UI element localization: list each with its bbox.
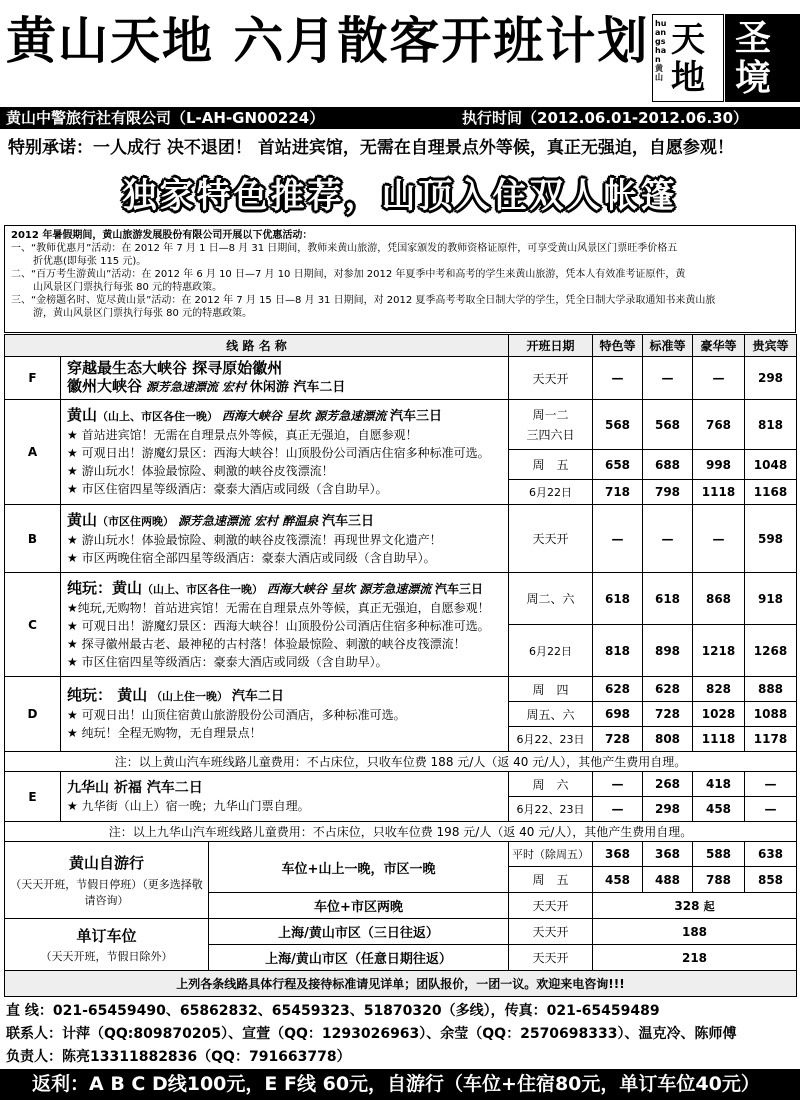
price: 298: [643, 797, 693, 822]
departure-date: 6月22日: [509, 625, 593, 677]
seal-text: 圣境: [735, 17, 772, 99]
price: —: [693, 357, 745, 400]
price: 298: [745, 357, 797, 400]
route-feature: ★ 九华街（山上）宿一晚；九华山门票自理。: [67, 798, 310, 813]
table-row: [5, 400, 797, 450]
price: [593, 893, 797, 919]
child-fee-note: 注：以上黄山汽车班线路儿童费用：不占床位，只收车位费 188 元/人（返 40 元/人），其他产生费用自理。: [5, 752, 797, 772]
seat-only-title: 单订车位: [76, 927, 137, 945]
route-feature: ★ 首站进宾馆！无需在自理景点外等候，真正无强迫，自愿参观！: [67, 428, 418, 442]
special-promise: 特别承诺：一人成行 决不退团！ 首站进宾馆，无需在自理景点外等候，真正无强迫，自愿参观！: [8, 138, 734, 158]
table-row: [5, 919, 797, 945]
offer-line: 二、“百万考生游黄山”活动：在 2012 年 6 月 10 日—7 月 10 日期间，对参加 2012 年夏季中考和高考的学生来黄山旅游，凭本人有效准考证原件，黄: [11, 269, 686, 280]
price: 808: [643, 727, 693, 752]
departure-date: 天天开: [509, 919, 593, 945]
seal-logo: [725, 14, 800, 102]
price: 1118: [693, 480, 745, 505]
agency-bar: [0, 107, 800, 129]
price: 568: [643, 400, 693, 450]
departure-date: 平时（除周五）: [509, 842, 593, 867]
route-feature: ★ 市区两晚住宿全部四星等级酒店：豪泰大酒店或同级（含自助早）。: [67, 550, 436, 565]
price: 998: [693, 450, 745, 480]
departure-date: 周 五: [509, 450, 593, 480]
table-note-row: [5, 822, 797, 842]
seat-only-note: （天天开班，节假日除外）: [40, 950, 173, 963]
price: 368: [593, 842, 643, 867]
route-price-table: [4, 334, 797, 997]
price: 818: [593, 625, 643, 677]
inquiry-note: 上列各条线路具体行程及接待标准请见详单；团队报价，一团一议。欢迎来电咨询!!!: [5, 971, 797, 997]
brand-logo: [652, 14, 724, 102]
price-unit: 起: [703, 899, 715, 913]
departure-date: 天天开: [509, 357, 593, 400]
price: 718: [593, 480, 643, 505]
price: 688: [643, 450, 693, 480]
price: —: [593, 505, 643, 573]
offer-line: 一、“教师优惠月”活动：在 2012 年 7 月 1 日—8 月 31 日期间，教师来黄山旅游，凭国家颁发的教师资格证原件，可享受黄山风景区门票旺季价格五: [11, 243, 678, 254]
departure-date: 6月22、23日: [509, 727, 593, 752]
route-stay: （市区住两晚）: [97, 514, 175, 528]
offer-item: [11, 294, 789, 320]
route-code: F: [5, 357, 61, 400]
discount-offers: [4, 225, 796, 333]
page-title: 黄山天地 六月散客开班计划: [6, 12, 650, 70]
route-days: 汽车二日: [231, 689, 284, 704]
price: 268: [643, 772, 693, 797]
price: —: [745, 797, 797, 822]
departure-date: 周二、六: [509, 573, 593, 625]
valid-period: 执行时间（2012.06.01-2012.06.30）: [462, 109, 749, 127]
price: 618: [593, 573, 643, 625]
price: 418: [693, 772, 745, 797]
logo-text: 天地: [671, 20, 705, 98]
price: 788: [693, 867, 745, 893]
price: 868: [693, 573, 745, 625]
route-name: [61, 400, 509, 505]
departure-date: 周一二 三四六日: [509, 400, 593, 450]
departure-date: 周 五: [509, 867, 593, 893]
table-footer-row: [5, 971, 797, 997]
price: 628: [593, 677, 643, 702]
header-class-3: 豪华等: [693, 335, 745, 357]
price: 728: [643, 702, 693, 727]
price: 368: [643, 842, 693, 867]
rebate-bar: 返利：A B C D线100元，E F线 60元，自游行（车位+住宿80元，单订车位40元）: [0, 1069, 800, 1100]
price: 1118: [693, 727, 745, 752]
price: 1048: [745, 450, 797, 480]
seat-route: 上海/黄山市区（任意日期往返）: [209, 945, 509, 971]
seat-route: 上海/黄山市区（三日往返）: [209, 919, 509, 945]
price: 568: [593, 400, 643, 450]
route-feature: ★ 市区住宿四星等级酒店：豪泰大酒店或同级（含自助早）。: [67, 654, 388, 669]
departure-date: 周 六: [509, 772, 593, 797]
route-title: 纯玩：黄山: [67, 578, 143, 597]
price: 588: [693, 842, 745, 867]
table-row: [5, 677, 797, 702]
route-days: 汽车三日: [435, 581, 484, 596]
price: 598: [745, 505, 797, 573]
route-feature: ★纯玩,无购物！首站进宾馆！无需在自理景点外等候，真正无强迫，自愿参观！: [67, 600, 490, 615]
route-sights: 源芳急速漂流 宏村 醉温泉: [177, 513, 319, 528]
offer-item: [11, 268, 789, 294]
price: 218: [593, 945, 797, 971]
route-feature: ★ 市区住宿四星等级酒店：豪泰大酒店或同级（含自助早）。: [67, 482, 388, 496]
table-row: [5, 357, 797, 400]
route-feature: ★ 探寻徽州最古老、最神秘的古村落！体验最惊险、刺激的峡谷皮筏漂流！: [67, 636, 466, 651]
seat-only: [5, 919, 209, 971]
price: 1268: [745, 625, 797, 677]
header-date: 开班日期: [509, 335, 593, 357]
price-value: 328: [674, 898, 700, 913]
offer-line: 游，黄山风景区门票执行每张 80 元的特惠政策。: [33, 308, 253, 319]
route-code: B: [5, 505, 61, 573]
price: —: [593, 357, 643, 400]
route-title: 纯玩： 黄山: [67, 686, 148, 704]
price: 728: [593, 727, 643, 752]
price: 458: [693, 797, 745, 822]
price: 188: [593, 919, 797, 945]
price: 658: [593, 450, 643, 480]
offers-heading: 2012 年暑假期间，黄山旅游发展股份有限公司开展以下优惠活动：: [11, 230, 313, 241]
offer-line: 折优惠(即每张 115 元)。: [33, 256, 147, 267]
price: 858: [745, 867, 797, 893]
price: 818: [745, 400, 797, 450]
price: 638: [745, 842, 797, 867]
route-title: 九华山 祈福 汽车二日: [67, 779, 203, 796]
price: 1218: [693, 625, 745, 677]
route-days: 汽车三日: [390, 409, 443, 424]
departure-date: 天天开: [509, 893, 593, 919]
route-name: [61, 772, 509, 822]
route-days: 汽车三日: [322, 513, 375, 529]
route-code: C: [5, 573, 61, 677]
price: —: [693, 505, 745, 573]
route-name: [61, 357, 509, 400]
phone-line: 直 线：021-65459490、65862832、65459323、51870320（多线），传真：021-65459489: [6, 1003, 660, 1019]
price: 798: [643, 480, 693, 505]
price: 628: [643, 677, 693, 702]
contact-info: [6, 1000, 796, 1069]
header-route: 线 路 名 称: [5, 335, 509, 357]
departure-date: 周五、六: [509, 702, 593, 727]
route-name: [61, 505, 509, 573]
departure-date: 天天开: [509, 505, 593, 573]
self-guided-title: 黄山自游行: [68, 853, 144, 872]
price: 618: [643, 573, 693, 625]
price: 698: [593, 702, 643, 727]
price: 1028: [693, 702, 745, 727]
price: 1168: [745, 480, 797, 505]
route-title: 穿越最生态大峡谷 探寻原始徽州: [67, 359, 283, 377]
route-feature: ★ 纯玩！全程无购物，无自理景点！: [67, 726, 262, 740]
route-feature: ★ 游山玩水！体验最惊险、刺激的峡谷皮筏漂流！: [67, 464, 334, 478]
price: 898: [643, 625, 693, 677]
price: 488: [643, 867, 693, 893]
table-note-row: [5, 752, 797, 772]
price: 828: [693, 677, 745, 702]
route-feature: ★ 可观日出！游魔幻景区：西海大峡谷！山顶股份公司酒店住宿多种标准可选。: [67, 446, 490, 460]
route-name: [61, 677, 509, 752]
route-stay: （山上住一晚）: [151, 690, 229, 703]
route-days: 休闲游 汽车二日: [249, 380, 346, 395]
route-feature: ★ 可观日出！山顶住宿黄山旅游股份公司酒店，多种标准可选。: [67, 708, 406, 722]
table-row: [5, 842, 797, 867]
route-title: 黄山: [67, 406, 98, 424]
self-guided-option: 车位+山上一晚，市区一晚: [209, 842, 509, 893]
price: 1088: [745, 702, 797, 727]
price: —: [643, 357, 693, 400]
price: 1178: [745, 727, 797, 752]
route-feature: ★ 游山玩水！体验最惊险、刺激的峡谷皮筏漂流！再现世界文化遗产！: [67, 532, 442, 547]
price: 888: [745, 677, 797, 702]
header-class-2: 标准等: [643, 335, 693, 357]
departure-date: 周 四: [509, 677, 593, 702]
self-guided-tour: [5, 842, 209, 919]
manager-line: 负责人：陈亮13311882836（QQ：791663778）: [6, 1049, 351, 1065]
slogan: 独家特色推荐，山顶入住双人帐篷: [122, 176, 678, 216]
price: —: [593, 797, 643, 822]
route-title: 黄山: [67, 510, 98, 529]
agency-name: 黄山中警旅行社有限公司（L-AH-GN00224）: [6, 109, 325, 127]
route-sights: 西海大峡谷 呈坎 源芳急速漂流: [266, 581, 432, 596]
offer-line: 三、“金榜题名时、览尽黄山景”活动：在 2012 年 7 月 15 日—8 月 31 日期间，对 2012 夏季高考考取全日制大学的学生，凭全日制大学录取通知书来黄山旅: [11, 295, 716, 306]
offer-item: [11, 242, 789, 268]
price: 458: [593, 867, 643, 893]
price: —: [745, 772, 797, 797]
departure-date: 天天开: [509, 945, 593, 971]
route-code: E: [5, 772, 61, 822]
price: 768: [693, 400, 745, 450]
header-class-4: 贵宾等: [745, 335, 797, 357]
departure-date: 6月22、23日: [509, 797, 593, 822]
route-title: 徽州大峡谷: [67, 377, 143, 395]
self-guided-option: 车位+市区两晚: [209, 893, 509, 919]
header-class-1: 特色等: [593, 335, 643, 357]
table-row: [5, 505, 797, 573]
self-guided-note: （天天开班，节假日停班）（更多选择敬请咨询）: [10, 877, 203, 907]
price: —: [643, 505, 693, 573]
table-row: [5, 772, 797, 797]
route-stay: （山上、市区各住一晚）: [97, 410, 219, 423]
route-feature: ★ 可观日出！游魔幻景区：西海大峡谷！山顶股份公司酒店住宿多种标准可选。: [67, 618, 490, 633]
route-name: [61, 573, 509, 677]
departure-date: 6月22日: [509, 480, 593, 505]
table-header-row: [5, 335, 797, 357]
contact-people: 联系人：计萍（QQ:809870205）、宣萱（QQ：1293026963）、余莹（QQ：2570698333）、温克冷、陈师傅: [6, 1026, 737, 1042]
price: —: [593, 772, 643, 797]
child-fee-note: 注：以上九华山汽车班线路儿童费用：不占床位，只收车位费 198 元/人（返 40 元/人），其他产生费用自理。: [5, 822, 797, 842]
route-sights: 源芳急速漂流 宏村: [145, 380, 247, 394]
route-code: A: [5, 400, 61, 505]
price: 918: [745, 573, 797, 625]
logo-small-text: huangshan 黄山: [655, 19, 667, 82]
route-code: D: [5, 677, 61, 752]
offer-line: 山风景区门票执行每张 80 元的特惠政策。: [33, 282, 223, 293]
table-row: [5, 573, 797, 625]
route-stay: （山上、市区各住一晚）: [142, 582, 264, 596]
route-sights: 西海大峡谷 呈坎 源芳急速漂流: [221, 409, 387, 423]
